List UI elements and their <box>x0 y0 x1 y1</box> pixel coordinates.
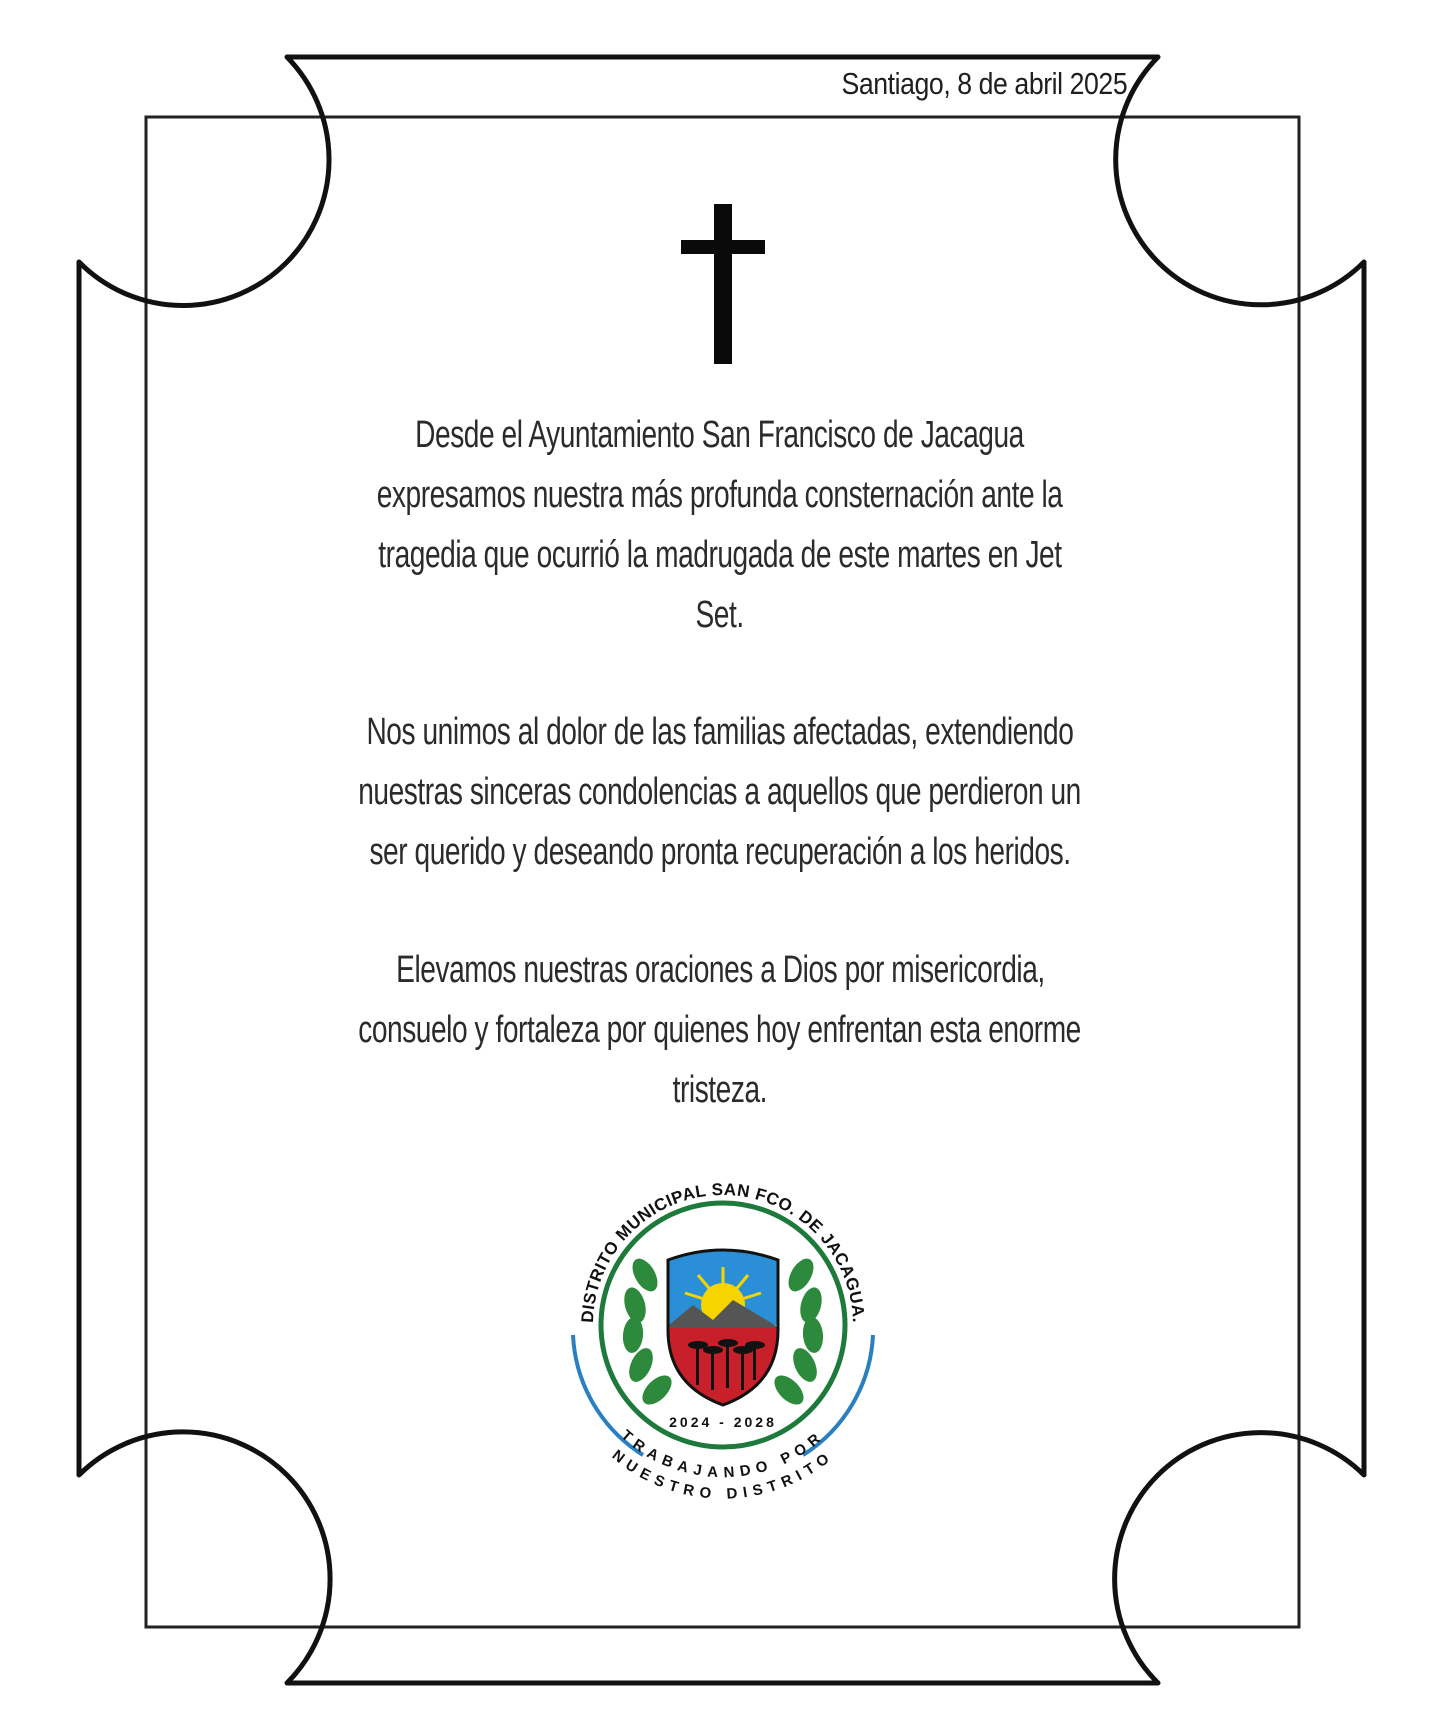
cross-horizontal-bar <box>681 240 765 254</box>
condolence-paragraph-2 <box>230 702 1210 882</box>
seal-years: 2024 - 2028 <box>669 1414 777 1430</box>
seal-motto-line-1: TRABAJANDO POR <box>617 1426 829 1482</box>
paragraph-line: tragedia que ocurrió la madrugada de este martes en Jet <box>378 534 1062 576</box>
paragraph-line: Elevamos nuestras oraciones a Dios por misericordia, <box>395 949 1045 991</box>
condolence-paragraph-1 <box>230 405 1210 645</box>
paragraph-line: nuestras sinceras condolencias a aquellos que perdieron un <box>358 771 1082 813</box>
date-line: Santiago, 8 de abril 2025 <box>841 66 1127 101</box>
municipal-seal-logo <box>553 1155 893 1525</box>
paragraph-line: Desde el Ayuntamiento San Francisco de Jacagua <box>415 414 1025 456</box>
seal-top-text: DISTRITO MUNICIPAL SAN FCO. DE JACAGUA. <box>577 1179 869 1324</box>
condolence-paragraph-3 <box>230 940 1210 1120</box>
paragraph-line: expresamos nuestra más profunda consternación ante la <box>377 474 1063 516</box>
paragraph-line: ser querido y deseando pronta recuperación a los heridos. <box>369 831 1071 873</box>
paragraph-line: Set. <box>695 594 745 636</box>
seal-motto-line-2: NUESTRO DISTRITO <box>608 1446 838 1503</box>
cross-vertical-bar <box>714 204 732 364</box>
paragraph-line: consuelo y fortaleza por quienes hoy enfrentan esta enorme <box>358 1009 1082 1051</box>
paragraph-line: tristeza. <box>672 1069 768 1111</box>
paragraph-line: Nos unimos al dolor de las familias afectadas, extendiendo <box>366 711 1074 753</box>
